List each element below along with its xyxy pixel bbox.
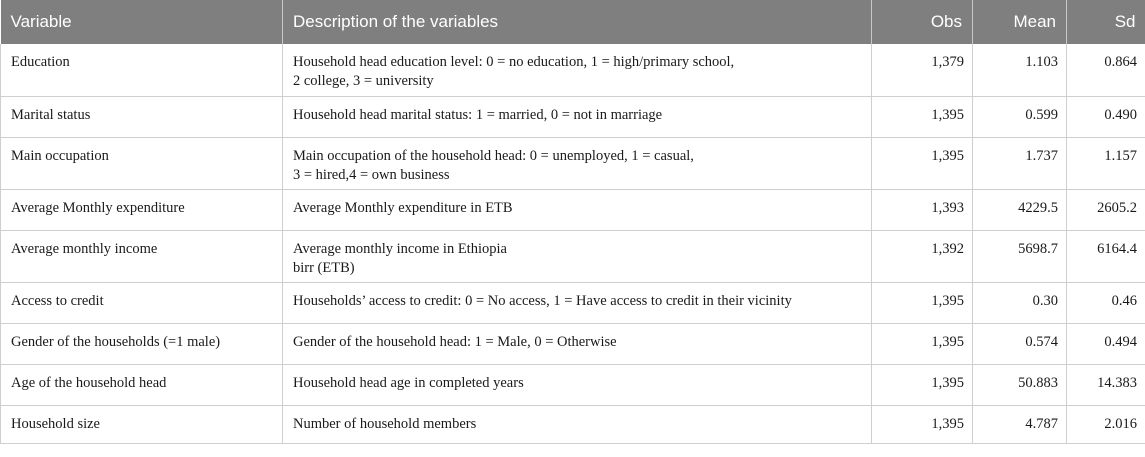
cell-mean: 0.574 <box>973 323 1067 364</box>
cell-variable: Age of the household head <box>1 364 283 405</box>
header-mean: Mean <box>973 0 1067 44</box>
cell-sd: 0.494 <box>1067 323 1145 364</box>
cell-description <box>283 282 872 323</box>
cell-sd: 0.490 <box>1067 96 1145 137</box>
description-line: Main occupation of the household head: 0 = unemployed, 1 = casual, <box>293 147 694 164</box>
cell-sd: 1.157 <box>1067 137 1145 189</box>
table-row <box>1 282 1145 323</box>
cell-sd: 2605.2 <box>1067 189 1145 230</box>
cell-description <box>283 323 872 364</box>
cell-variable: Average Monthly expenditure <box>1 189 283 230</box>
table-row <box>1 44 1145 96</box>
description-line: Household head education level: 0 = no education, 1 = high/primary school, <box>293 54 735 70</box>
cell-variable: Access to credit <box>1 282 283 323</box>
cell-description <box>283 189 872 230</box>
description-line: Households’ access to credit: 0 = No access, 1 = Have access to credit in their vicinity <box>293 292 792 309</box>
cell-sd: 0.864 <box>1067 44 1145 96</box>
cell-obs: 1,395 <box>872 405 973 443</box>
table-row <box>1 364 1145 405</box>
description-line: Household head age in completed years <box>293 374 524 391</box>
description-line: 2 college, 3 = university <box>293 73 434 89</box>
cell-description <box>283 137 872 189</box>
cell-sd: 0.46 <box>1067 282 1145 323</box>
cell-variable: Average monthly income <box>1 230 283 282</box>
cell-obs: 1,392 <box>872 230 973 282</box>
header-variable: Variable <box>10 12 72 31</box>
table-row <box>1 230 1145 282</box>
cell-variable: Household size <box>1 405 283 443</box>
cell-description <box>283 405 872 443</box>
cell-mean: 1.737 <box>973 137 1067 189</box>
cell-description <box>283 96 872 137</box>
cell-obs: 1,379 <box>872 44 973 96</box>
cell-variable: Main occupation <box>1 137 283 189</box>
cell-variable: Education <box>1 44 283 96</box>
cell-description <box>283 230 872 282</box>
cell-mean: 4229.5 <box>973 189 1067 230</box>
cell-obs: 1,395 <box>872 323 973 364</box>
description-line: Average Monthly expenditure in ETB <box>293 199 513 216</box>
cell-sd: 6164.4 <box>1067 230 1145 282</box>
cell-mean: 0.30 <box>973 282 1067 323</box>
cell-sd: 2.016 <box>1067 405 1145 443</box>
description-line: Gender of the household head: 1 = Male, 0 = Otherwise <box>293 333 617 350</box>
cell-obs: 1,395 <box>872 364 973 405</box>
description-line: Average monthly income in Ethiopia <box>293 240 507 257</box>
cell-mean: 4.787 <box>973 405 1067 443</box>
description-line: Number of household members <box>293 415 477 432</box>
description-line: 3 = hired,4 = own business <box>293 166 450 183</box>
cell-obs: 1,395 <box>872 96 973 137</box>
cell-obs: 1,395 <box>872 282 973 323</box>
table-header <box>1 0 1145 44</box>
table-row <box>1 405 1145 443</box>
header-sd: Sd <box>1067 0 1145 44</box>
description-line: birr (ETB) <box>293 259 355 276</box>
cell-description <box>283 44 872 96</box>
cell-description <box>283 364 872 405</box>
cell-variable: Marital status <box>1 96 283 137</box>
cell-obs: 1,395 <box>872 137 973 189</box>
header-row <box>1 0 1145 44</box>
cell-mean: 1.103 <box>973 44 1067 96</box>
table-row <box>1 323 1145 364</box>
description-line: Household head marital status: 1 = married, 0 = not in marriage <box>293 106 663 123</box>
cell-sd: 14.383 <box>1067 364 1145 405</box>
cell-obs: 1,393 <box>872 189 973 230</box>
table-row <box>1 96 1145 137</box>
cell-mean: 50.883 <box>973 364 1067 405</box>
table-body <box>1 44 1145 443</box>
cell-variable: Gender of the households (=1 male) <box>1 323 283 364</box>
header-description: Description of the variables <box>283 0 872 44</box>
header-obs: Obs <box>872 0 973 44</box>
cell-mean: 0.599 <box>973 96 1067 137</box>
table-row <box>1 189 1145 230</box>
cell-mean: 5698.7 <box>973 230 1067 282</box>
table-row <box>1 137 1145 189</box>
